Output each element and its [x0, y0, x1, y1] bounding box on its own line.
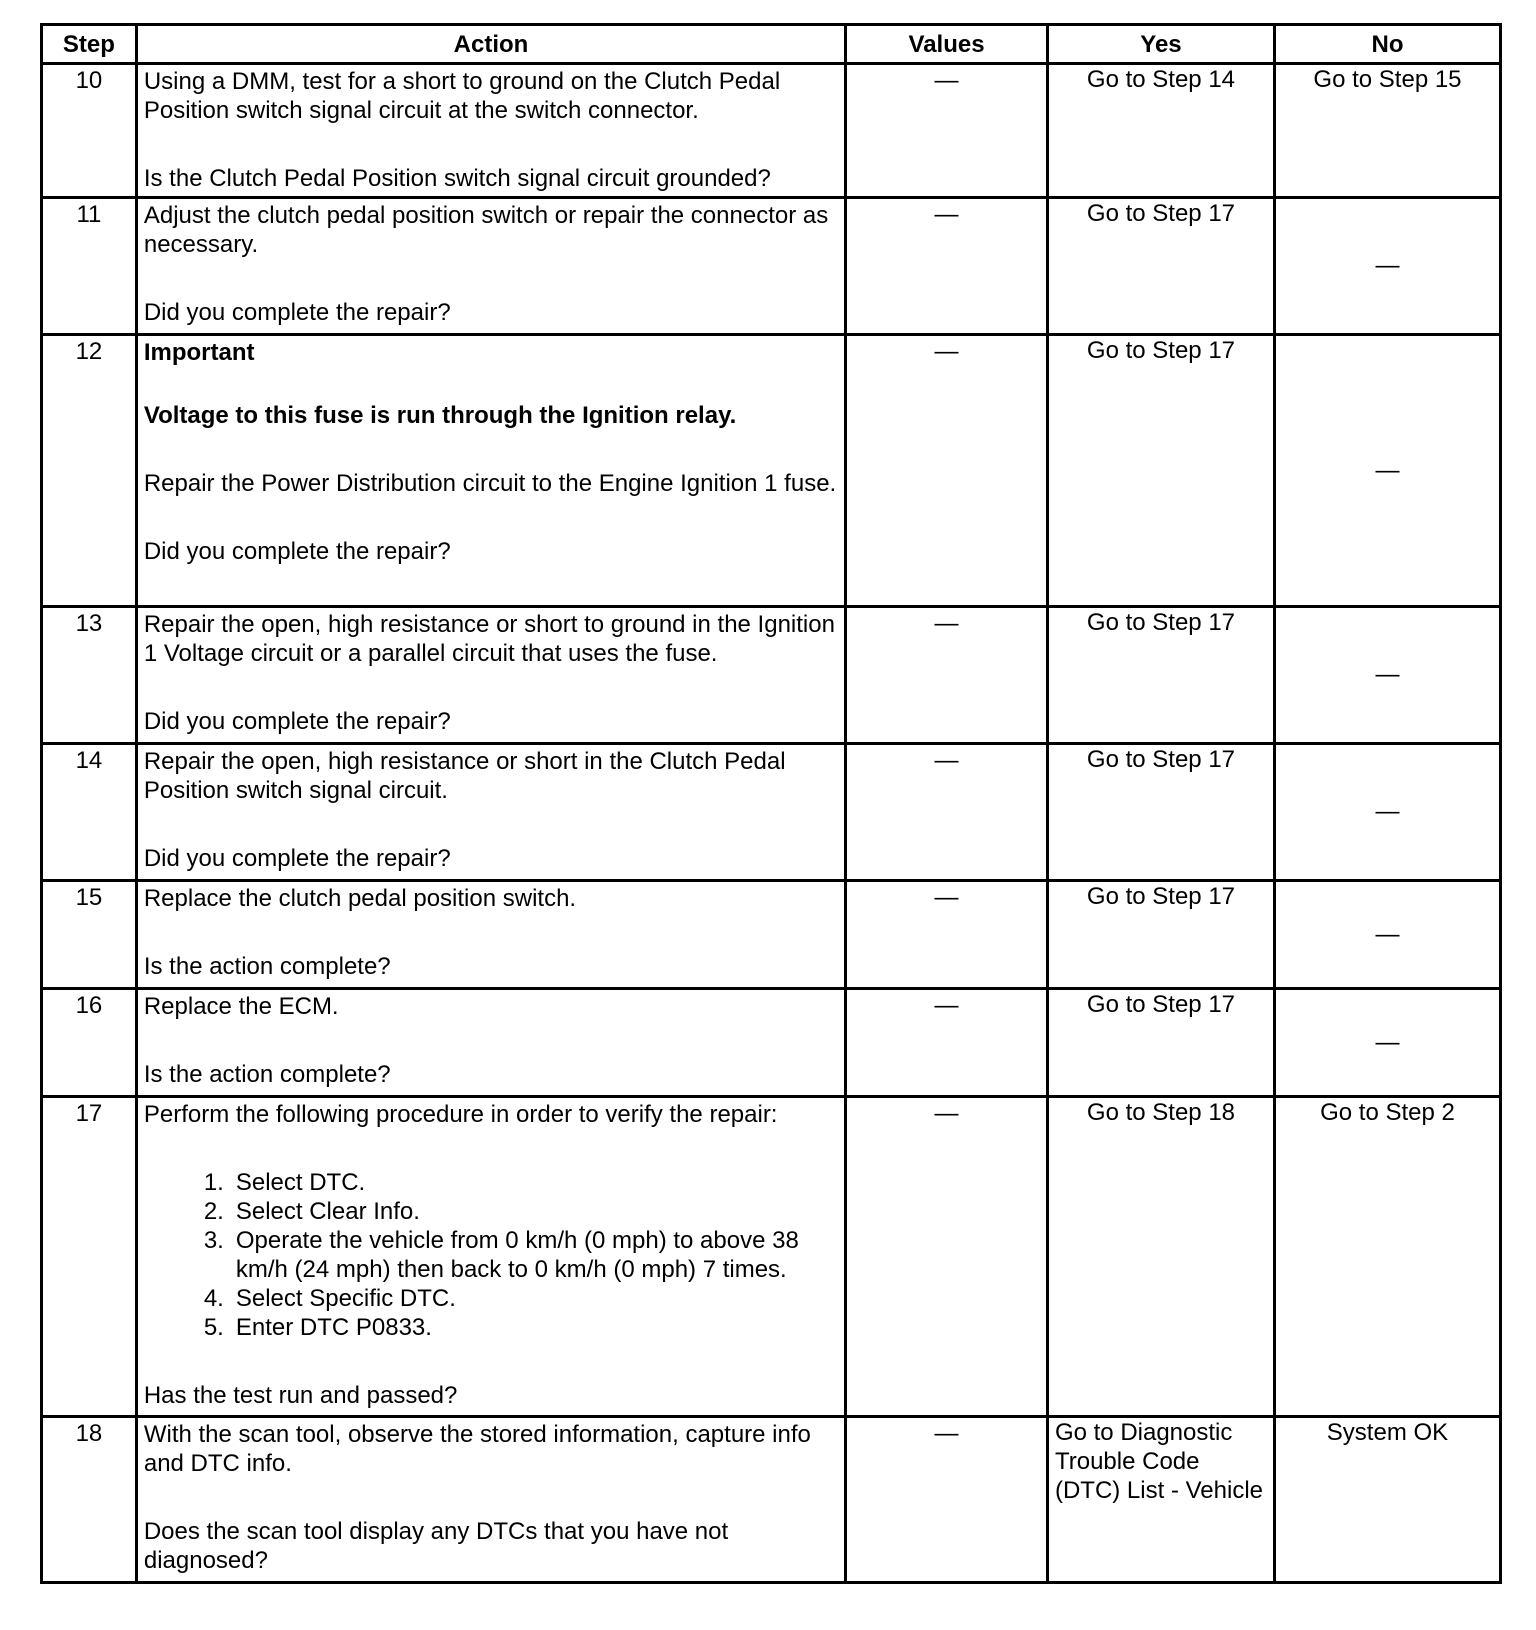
- action-cell: [136, 64, 845, 198]
- table-row: [42, 335, 1501, 607]
- list-item: [144, 1226, 838, 1284]
- list-item-number: 5.: [203, 1314, 224, 1341]
- action-cell: [136, 607, 845, 744]
- yes-cell: Go to Step 17: [1047, 198, 1274, 335]
- action-question: Has the test run and passed?: [143, 1382, 458, 1409]
- no-cell: —: [1274, 989, 1500, 1097]
- step-number: 13: [42, 607, 137, 744]
- action-cell: [136, 198, 845, 335]
- list-item: [144, 1313, 838, 1342]
- action-text: Repair the open, high resistance or short to ground in the Ignition 1 Voltage circuit or a parallel circuit that uses the fuse.: [143, 611, 835, 667]
- step-number: 12: [42, 335, 137, 607]
- table-row: [42, 881, 1501, 989]
- action-cell: [136, 1417, 845, 1583]
- values-cell: —: [846, 989, 1048, 1097]
- list-item-text: Select Specific DTC.: [235, 1285, 456, 1312]
- no-cell: Go to Step 2: [1274, 1097, 1500, 1417]
- important-label: Important: [143, 339, 255, 366]
- no-cell: —: [1274, 607, 1500, 744]
- action-text: Replace the ECM.: [143, 993, 339, 1020]
- action-text: Adjust the clutch pedal position switch or repair the connector as necessary.: [143, 202, 829, 258]
- table-row: [42, 989, 1501, 1097]
- values-cell: —: [846, 64, 1048, 198]
- action-question: Did you complete the repair?: [143, 299, 451, 326]
- list-item: [144, 1168, 838, 1197]
- header-action: Action: [136, 25, 845, 64]
- action-question: Is the action complete?: [143, 1061, 391, 1088]
- important-text: Voltage to this fuse is run through the Ignition relay.: [143, 402, 737, 429]
- header-step: Step: [42, 25, 137, 64]
- yes-cell: Go to Step 14: [1047, 64, 1274, 198]
- no-cell: —: [1274, 881, 1500, 989]
- yes-cell: Go to Step 17: [1047, 744, 1274, 881]
- procedure-list: [144, 1168, 838, 1342]
- no-cell: System OK: [1274, 1417, 1500, 1583]
- list-item: [144, 1197, 838, 1226]
- list-item-number: 2.: [203, 1198, 224, 1225]
- table-row: [42, 607, 1501, 744]
- header-row: [42, 25, 1501, 64]
- action-text: Perform the following procedure in order to verify the repair:: [143, 1101, 778, 1128]
- values-cell: —: [846, 744, 1048, 881]
- no-cell: —: [1274, 744, 1500, 881]
- list-item-text: Select Clear Info.: [235, 1198, 420, 1225]
- values-cell: —: [846, 1097, 1048, 1417]
- yes-cell: Go to Step 17: [1047, 881, 1274, 989]
- action-question: Did you complete the repair?: [143, 708, 451, 735]
- action-text: Using a DMM, test for a short to ground on the Clutch Pedal Position switch signal circuit at the switch connector.: [143, 68, 781, 124]
- action-text: Repair the Power Distribution circuit to the Engine Ignition 1 fuse.: [143, 470, 837, 497]
- table-row: [42, 1417, 1501, 1583]
- values-cell: —: [846, 335, 1048, 607]
- step-number: 18: [42, 1417, 137, 1583]
- action-question: Does the scan tool display any DTCs that you have not diagnosed?: [143, 1518, 729, 1574]
- step-number: 11: [42, 198, 137, 335]
- list-item-text: Select DTC.: [235, 1169, 366, 1196]
- list-item-number: 3.: [203, 1227, 224, 1254]
- header-yes: Yes: [1047, 25, 1274, 64]
- table-row: [42, 1097, 1501, 1417]
- yes-cell: Go to Step 17: [1047, 335, 1274, 607]
- step-number: 15: [42, 881, 137, 989]
- action-cell: [136, 881, 845, 989]
- values-cell: —: [846, 881, 1048, 989]
- list-item: [144, 1284, 838, 1313]
- yes-cell: Go to Step 17: [1047, 989, 1274, 1097]
- list-item-number: 1.: [203, 1169, 224, 1196]
- step-number: 17: [42, 1097, 137, 1417]
- step-number: 16: [42, 989, 137, 1097]
- action-text: Repair the open, high resistance or short in the Clutch Pedal Position switch signal circuit.: [143, 748, 786, 804]
- table-row: [42, 64, 1501, 198]
- yes-cell: Go to Diagnostic Trouble Code (DTC) List - Vehicle: [1047, 1417, 1274, 1583]
- list-item-number: 4.: [203, 1285, 224, 1312]
- action-cell: [136, 1097, 845, 1417]
- action-cell: [136, 989, 845, 1097]
- values-cell: —: [846, 607, 1048, 744]
- yes-cell: Go to Step 17: [1047, 607, 1274, 744]
- values-cell: —: [846, 1417, 1048, 1583]
- step-number: 14: [42, 744, 137, 881]
- list-item-text: Enter DTC P0833.: [235, 1314, 432, 1341]
- action-text: Replace the clutch pedal position switch.: [143, 885, 577, 912]
- values-cell: —: [846, 198, 1048, 335]
- table-row: [42, 198, 1501, 335]
- no-cell: —: [1274, 198, 1500, 335]
- action-question: Did you complete the repair?: [143, 538, 451, 565]
- no-cell: —: [1274, 335, 1500, 607]
- list-item-text: Operate the vehicle from 0 km/h (0 mph) to above 38 km/h (24 mph) then back to 0 km/h (0 mph) 7 times.: [235, 1227, 799, 1283]
- action-question: Is the Clutch Pedal Position switch signal circuit grounded?: [143, 165, 771, 192]
- action-question: Is the action complete?: [143, 953, 391, 980]
- header-no: No: [1274, 25, 1500, 64]
- step-number: 10: [42, 64, 137, 198]
- no-cell: Go to Step 15: [1274, 64, 1500, 198]
- action-question: Did you complete the repair?: [143, 845, 451, 872]
- table-row: [42, 744, 1501, 881]
- diagnostic-table: [40, 23, 1502, 1584]
- header-values: Values: [846, 25, 1048, 64]
- yes-cell: Go to Step 18: [1047, 1097, 1274, 1417]
- action-cell: [136, 335, 845, 607]
- action-text: With the scan tool, observe the stored information, capture info and DTC info.: [143, 1421, 811, 1477]
- action-cell: [136, 744, 845, 881]
